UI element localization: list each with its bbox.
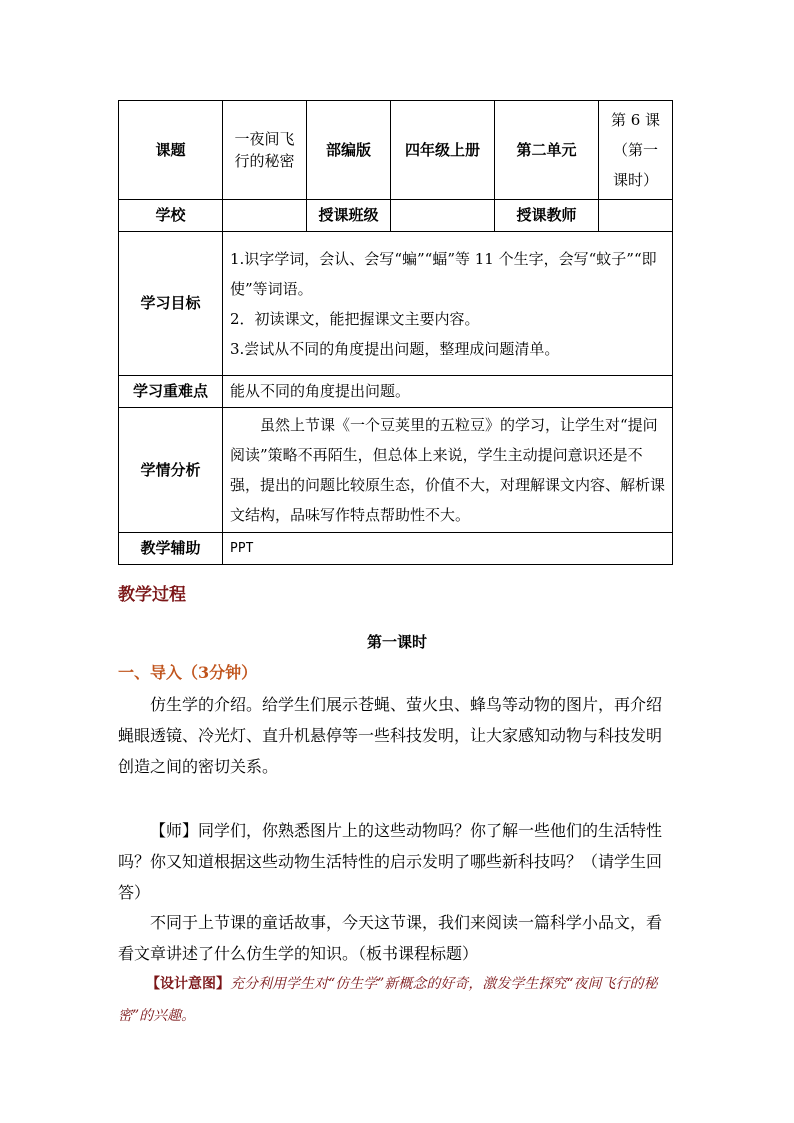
subject-label: 课题 [119,101,223,200]
table-row [119,232,673,376]
objectives-label: 学习目标 [119,232,223,376]
school-value [223,200,307,232]
analysis-label: 学情分析 [119,408,223,533]
lesson-number: 第 6 课（第一课时） [599,101,673,200]
class-label: 授课班级 [307,200,391,232]
design-note-text: 充分利用学生对“仿生学”新概念的好奇，激发学生探究“夜间飞行的秘密”的兴趣。 [118,976,658,1024]
table-row [119,200,673,232]
school-label: 学校 [119,200,223,232]
key-points-label: 学习重难点 [119,376,223,408]
design-note [118,968,672,1032]
objective-1: 1.识字学词，会认、会写“蝙”“蝠”等 11 个生字，会写“蚊子”“即使”等词语。 [230,249,657,298]
objective-3: 3.尝试从不同的角度提出问题，整理成问题清单。 [230,339,560,358]
objectives-cell [223,232,673,376]
teacher-value [599,200,673,232]
objective-2: 2．初读课文，能把握课文主要内容。 [230,309,480,328]
class-value [391,200,495,232]
paragraph-intro: 仿生学的介绍。给学生们展示苍蝇、萤火虫、蜂鸟等动物的图片，再介绍蝇眼透镜、冷光灯、直升机悬停等一些科技发明，让大家感知动物与科技发明创造之间的密切关系。 [118,695,663,776]
grade: 四年级上册 [391,101,495,200]
table-row [119,376,673,408]
design-note-label: 【设计意图】 [146,976,230,992]
edition: 部编版 [307,101,391,200]
analysis-value: 虽然上节课《一个豆荚里的五粒豆》的学习，让学生对“提问阅读”策略不再陌生，但总体上来说，学生主动提问意识还是不强，提出的问题比较原生态，价值不大，对理解课文内容、解析课文结构，品味写作特点帮助性不大。 [223,408,673,533]
teacher-label: 授课教师 [495,200,599,232]
table-row [119,408,673,533]
lesson-name: 一夜间飞行的秘密 [223,101,307,200]
key-points-value: 能从不同的角度提出问题。 [223,376,673,408]
table-row [119,533,673,565]
process-heading: 教学过程 [118,585,186,605]
table-row [119,101,673,200]
paragraph-transition: 不同于上节课的童话故事，今天这节课，我们来阅读一篇科学小品文，看看文章讲述了什么仿生学的知识。（板书课程标题） [118,913,663,963]
lesson-heading: 第一课时 [366,633,427,651]
unit: 第二单元 [495,101,599,200]
aids-value: PPT [223,533,673,565]
aids-label: 教学辅助 [119,533,223,565]
paragraph-teacher: 【师】同学们，你熟悉图片上的这些动物吗？你了解一些他们的生活特性吗？你又知道根据这些动物生活特性的启示发明了哪些新科技吗？（请学生回答） [118,821,663,902]
section-heading: 一、导入（3分钟） [118,663,258,682]
lesson-info-table [118,100,673,565]
